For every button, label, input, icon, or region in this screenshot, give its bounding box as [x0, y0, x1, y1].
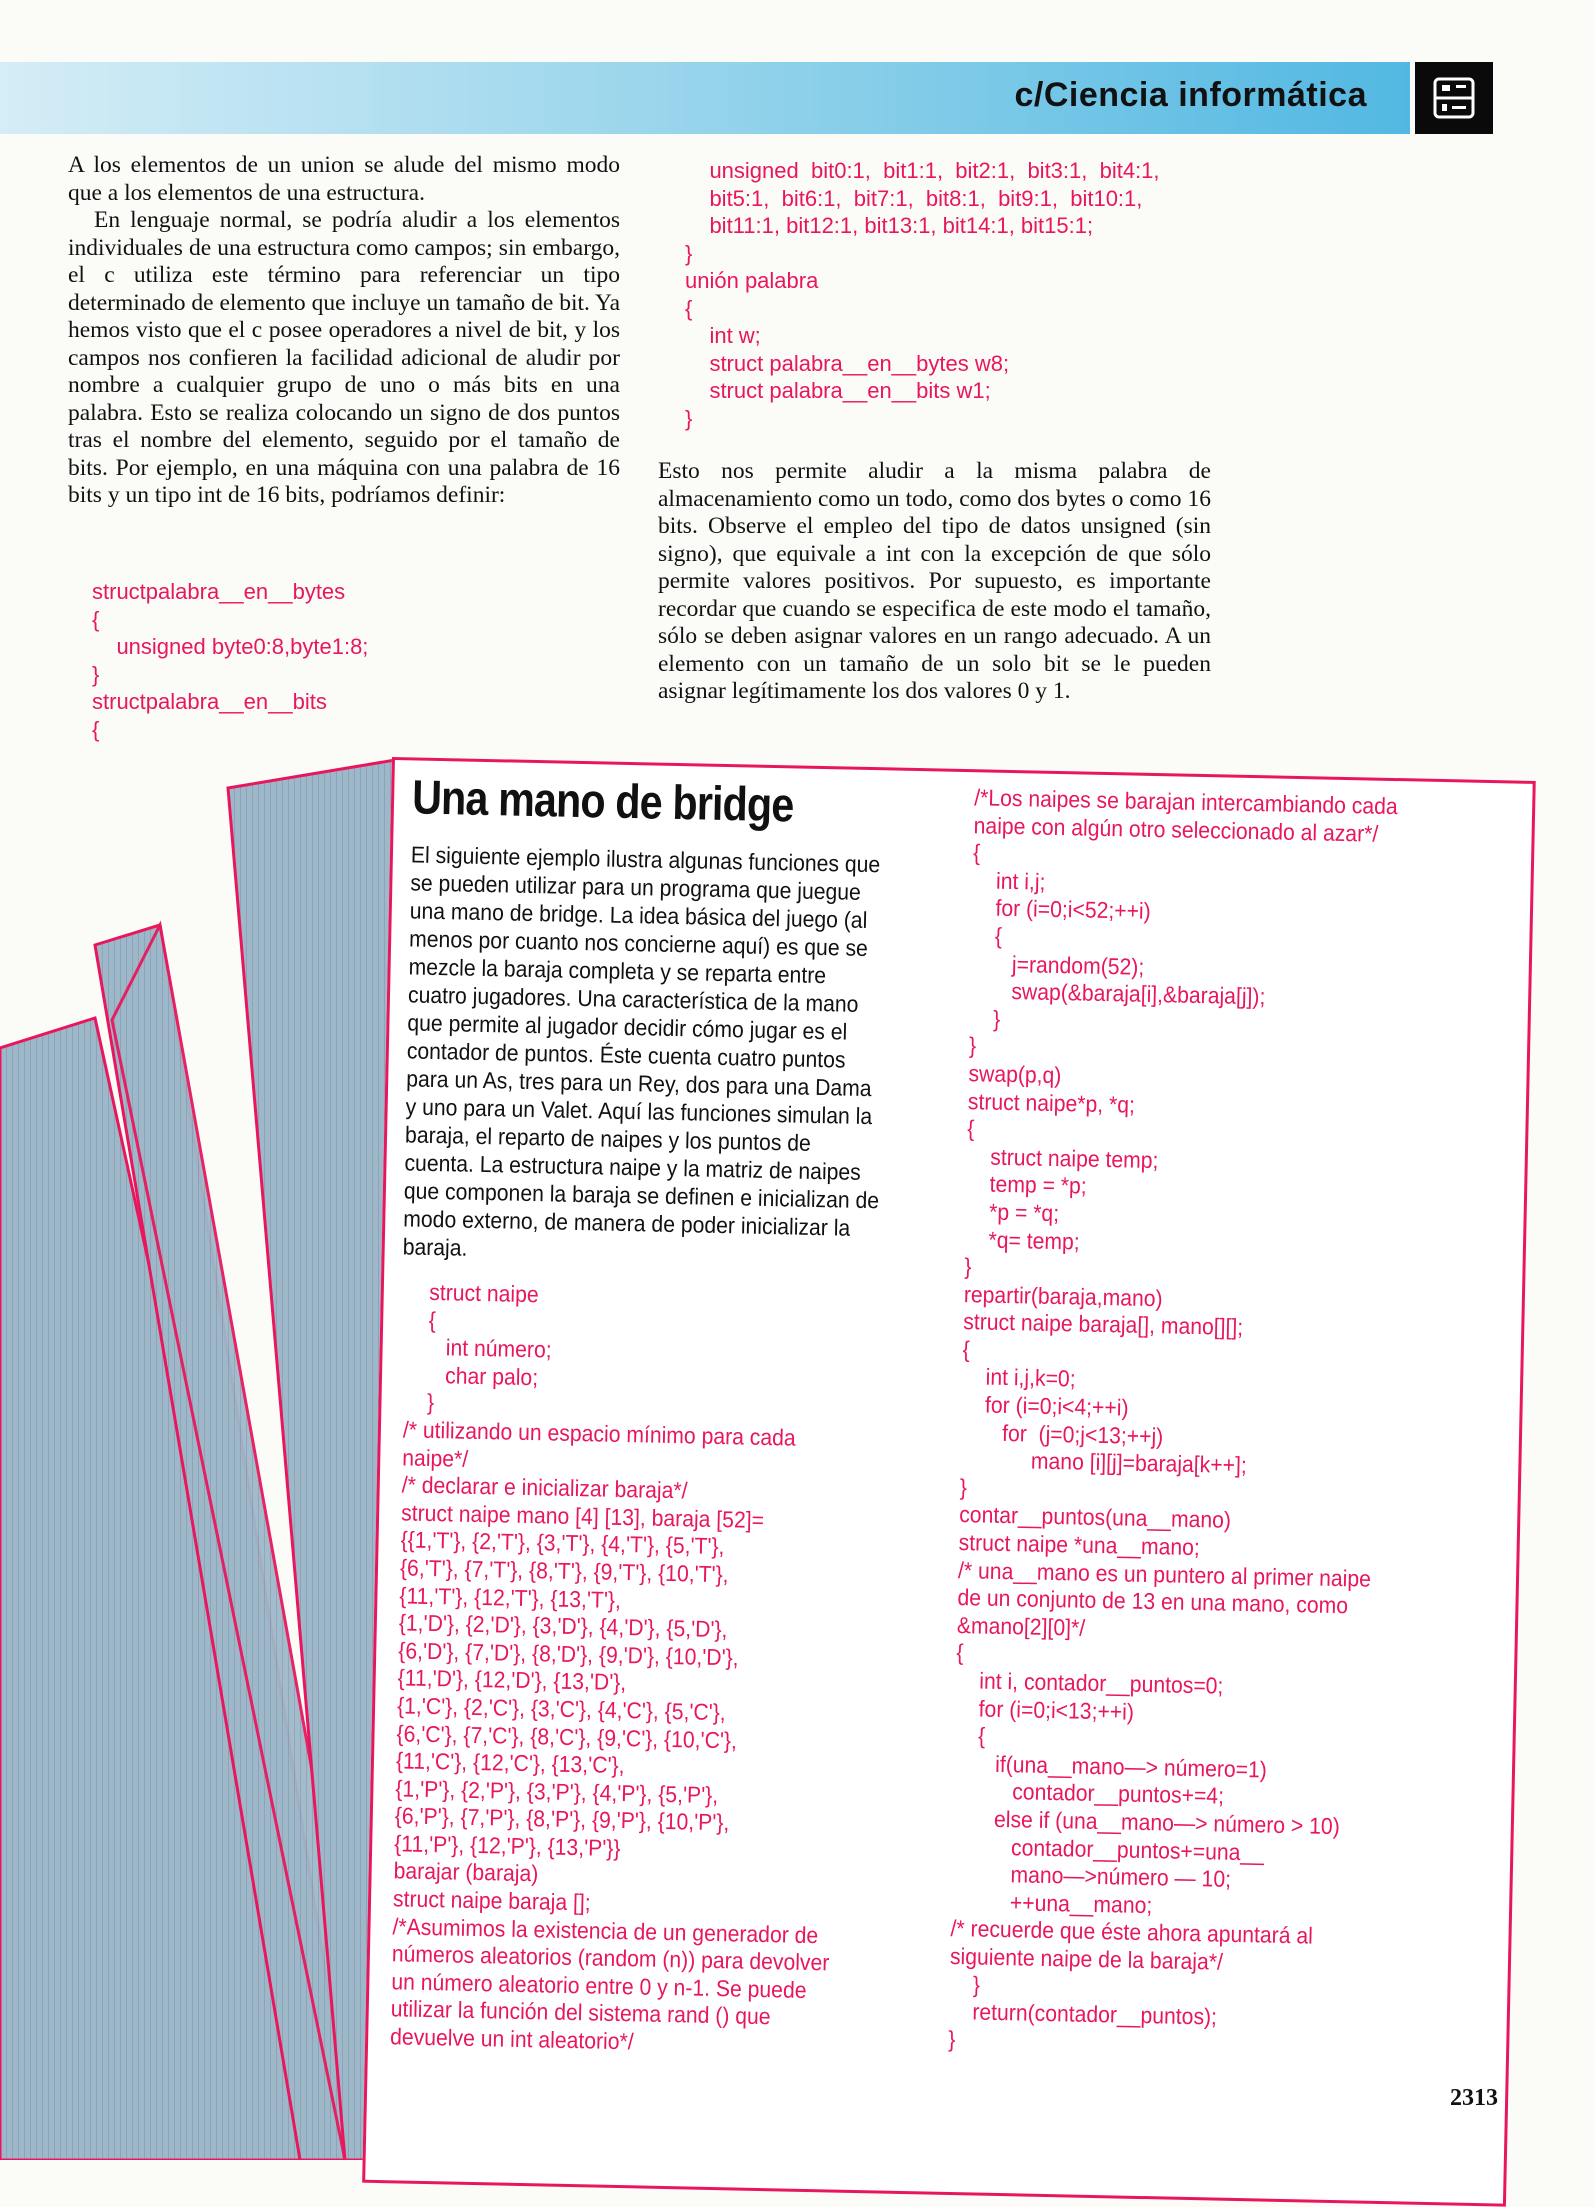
- code-listing-bytes-bits: structpalabra__en__bytes { unsigned byte0:8,byte1:8; } structpalabra__en__bits {: [92, 579, 369, 742]
- paragraph: En lenguaje normal, se podría aludir a los elementos individuales de una estructura como campos; sin embargo, el c utiliza este término para referenciar un tipo determinado de elemento que incluye un tamaño de bit. Ya hemos visto que el c posee operadores a nivel de bit, y los campos nos confieren la facilidad adicional de aludir por nombre a cualquier grupo de uno o más bits en una palabra. Esto se realiza colocando un signo de dos puntos tras el nombre del elemento, seguido por el tamaño de bits. Por ejemplo, en una máquina con una palabra de 16 bits y un tipo int de 16 bits, podríamos definir:: [68, 207, 620, 508]
- box-code-left: struct naipe { int número; char palo; } /* utilizando un espacio mínimo para cada naipe*/ /* declarar e inicializar baraja*/ struct naipe mano [4] [13], baraja [52]= {{1,'T'}, {2,'T'}, {3,'T'}, {4,'T'}, {5,'T'}, {6,'T'}, {7,'T'}, {8,'T'}, {9,'T'}, {10,'T'}, {11,'T'}, {12,'T'}, {13,'T'}, {1,'D'}, {2,'D'}, {3,'D'}, {4,'D'}, {5,'D'}, {6,'D'}, {7,'D'}, {8,'D'}, {9,'D'}, {10,'D'}, {11,'D'}, {12,'D'}, {13,'D'}, {1,'C'}, {2,'C'}, {3,'C'}, {4,'C'}, {5,'C'}, {6,'C'}, {7,'C'}, {8,'C'}, {9,'C'}, {10,'C'}, {11,'C'}, {12,'C'}, {13,'C'}, {1,'P'}, {2,'P'}, {3,'P'}, {4,'P'}, {5,'P'}, {6,'P'}, {7,'P'}, {8,'P'}, {9,'P'}, {10,'P'}, {11,'P'}, {12,'P'}, {13,'P'}} barajar (baraja) struct naipe baraja []; /*Asumimos la existencia de un generador de números aleatorios (random (n)) para devolver un número aleatorio entre 0 y n-1. Se puede utilizar la función del sistema rand () que devuelve un int aleatorio*/: [389, 1278, 830, 2055]
- code-listing-union: unsigned bit0:1, bit1:1, bit2:1, bit3:1, bit4:1, bit5:1, bit6:1, bit7:1, bit8:1, bit9:1, bit10:1, bit11:1, bit12:1, bit13:1, bit14:1, bit15:1; } unión palabra { int w; struct palabra__en__bytes w8; struct palabra__en__bits w1; }: [685, 158, 1160, 431]
- box-intro: El siguiente ejemplo ilustra algunas funciones que se pueden utilizar para un programa que juegue una mano de bridge. La idea básica del juego (al menos por cuanto nos concierne aquí) es que se mezcle la baraja completa y se reparta entre cuatro jugadores. Una característica de la mano que permite al jugador decidir cómo jugar es el contador de puntos. Éste cuenta cuatro puntos para un As, tres para un Rey, dos para una Dama y uno para un Valet. Aquí las funciones simulan la baraja, el reparto de naipes y los puntos de cuenta. La estructura naipe y la matriz de naipes que componen la baraja se definen e inicializan de modo externo, de manera de poder inicializar la baraja.: [402, 841, 881, 1261]
- page-number: 2313: [1450, 2085, 1498, 2111]
- box-inner: [365, 760, 1532, 2204]
- paragraph: Esto nos permite aludir a la misma palabra de almacenamiento como un todo, como dos bytes o como 16 bits. Observe el empleo del tipo de datos unsigned (sin signo), que equivale a int con la excepción de que sólo permite valores positivos. Por supuesto, es importante recordar que cuando se especifica de este modo el tamaño, sólo se deben asignar valores en un rango adecuado. A un elemento con un tamaño de un solo bit se le pueden asignar legítimamente los dos valores 0 y 1.: [658, 458, 1211, 704]
- box-title: Una mano de bridge: [411, 771, 794, 833]
- box-code-right: /*Los naipes se barajan intercambiando cada naipe con algún otro seleccionado al azar*/ { int i,j; for (i=0;i<52;++i) { j=random(52); swap(&baraja[i],&baraja[j]); } } swap(p,q) struct naipe*p, *q; { struct naipe temp; temp = *p; *p = *q; *q= temp; } repartir(baraja,mano) struct naipe baraja[], mano[][]; { int i,j,k=0; for (i=0;i<4;++i) for (j=0;j<13;++j) mano [i][j]=baraja[k++]; } contar__puntos(una__mano) struct naipe *una__mano; /* una__mano es un puntero al primer naipe de un conjunto de 13 en una mano, como &mano[2][0]*/ { int i, contador__puntos=0; for (i=0;i<13;++i) { if(una__mano—> número=1) contador__puntos+=4; else if (una__mano—> número > 10) contador__puntos+=una__ mano—>número — 10; ++una__mano; /* recuerde que éste ahora apuntará al siguiente naipe de la baraja*/ } return(contador__puntos); }: [948, 784, 1398, 2052]
- bridge-hand-box: [362, 757, 1536, 2207]
- paragraph: A los elementos de un union se alude del mismo modo que a los elementos de una estructura.: [68, 152, 620, 206]
- section-title: c/Ciencia informática: [1014, 76, 1367, 114]
